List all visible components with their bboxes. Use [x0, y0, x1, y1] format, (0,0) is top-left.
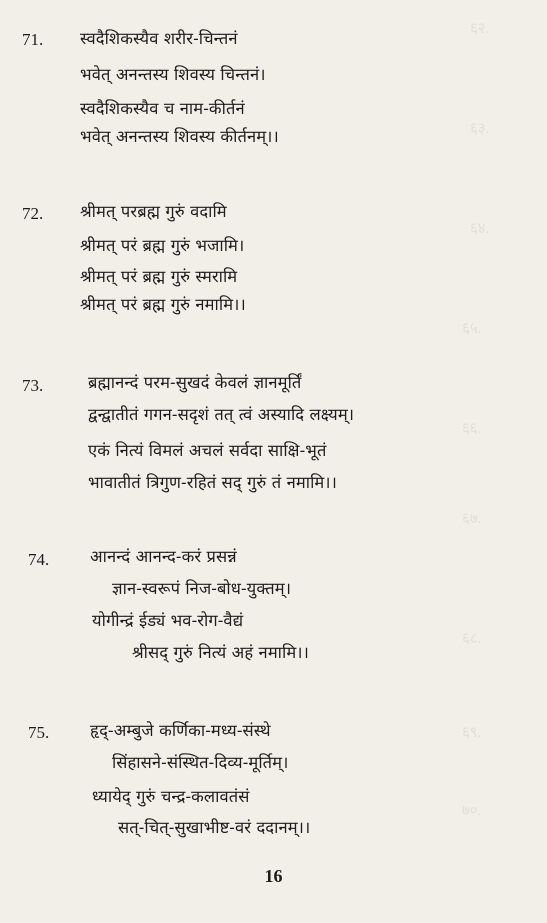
bleed-through: ६४.	[470, 221, 490, 237]
verse-line: श्रीमत् परब्रह्म गुरुं वदामि	[80, 202, 227, 221]
verse-line: श्रीमत् परं ब्रह्म गुरुं भजामि।	[80, 236, 245, 255]
verse-line: श्रीमत् परं ब्रह्म गुरुं स्मरामि	[80, 267, 238, 286]
verse-line: ध्यायेद् गुरुं चन्द्र-कलावतंसं	[92, 787, 250, 806]
verse-number: 72.	[22, 204, 44, 223]
verse-line: योगीन्द्रं ईड्यं भव-रोग-वैद्यं	[92, 611, 244, 630]
verse-line: द्वन्द्वातीतं गगन-सदृशं तत् त्वं अस्यादि लक्ष्यम्।	[88, 405, 355, 424]
verse-line: श्रीसद् गुरुं नित्यं अहं नमामि।।	[132, 643, 310, 662]
verse-line: एकं नित्यं विमलं अचलं सर्वदा साक्षि-भूतं	[88, 441, 327, 460]
verse-line: ज्ञान-स्वरूपं निज-बोध-युक्तम्।	[112, 579, 292, 598]
verse-line: स्वदैशिकस्यैव शरीर-चिन्तनं	[80, 29, 238, 48]
bleed-through: ६२.	[470, 21, 490, 37]
bleed-through: ७०.	[462, 803, 482, 819]
verse-line: सिंहासने-संस्थित-दिव्य-मूर्तिम्।	[112, 753, 289, 772]
bleed-through: ६८.	[462, 631, 482, 647]
verse-line: श्रीमत् परं ब्रह्म गुरुं नमामि।।	[80, 295, 246, 314]
page-number: 16	[264, 866, 283, 886]
verse-number: 73.	[22, 376, 44, 395]
bleed-through: ६५.	[462, 321, 482, 337]
bleed-through: ६९.	[462, 725, 482, 741]
verse-number: 71.	[22, 30, 44, 49]
verse-line: आनन्दं आनन्द-करं प्रसन्नं	[90, 547, 237, 566]
verse-line: भवेत् अनन्तस्य शिवस्य कीर्तनम्।।	[80, 127, 279, 146]
bleed-through: ६३.	[470, 121, 490, 137]
bleed-through: ६७.	[462, 511, 482, 527]
verse-line: ब्रह्मानन्दं परम-सुखदं केवलं ज्ञानमूर्तिं	[88, 373, 302, 392]
verse-line: भवेत् अनन्तस्य शिवस्य चिन्तनं।	[80, 65, 266, 84]
verse-line: भावातीतं त्रिगुण-रहितं सद् गुरुं तं नमामि।।	[88, 473, 338, 492]
verse-line: सत्-चित्-सुखाभीष्ट-वरं ददानम्।।	[118, 818, 311, 837]
verse-line: स्वदैशिकस्यैव च नाम-कीर्तनं	[80, 99, 245, 118]
verse-number: 75.	[28, 723, 50, 742]
verse-line: हृद्-अम्बुजे कर्णिका-मध्य-संस्थे	[90, 721, 271, 740]
verse-number: 74.	[28, 550, 50, 569]
bleed-through: ६६.	[462, 421, 482, 437]
